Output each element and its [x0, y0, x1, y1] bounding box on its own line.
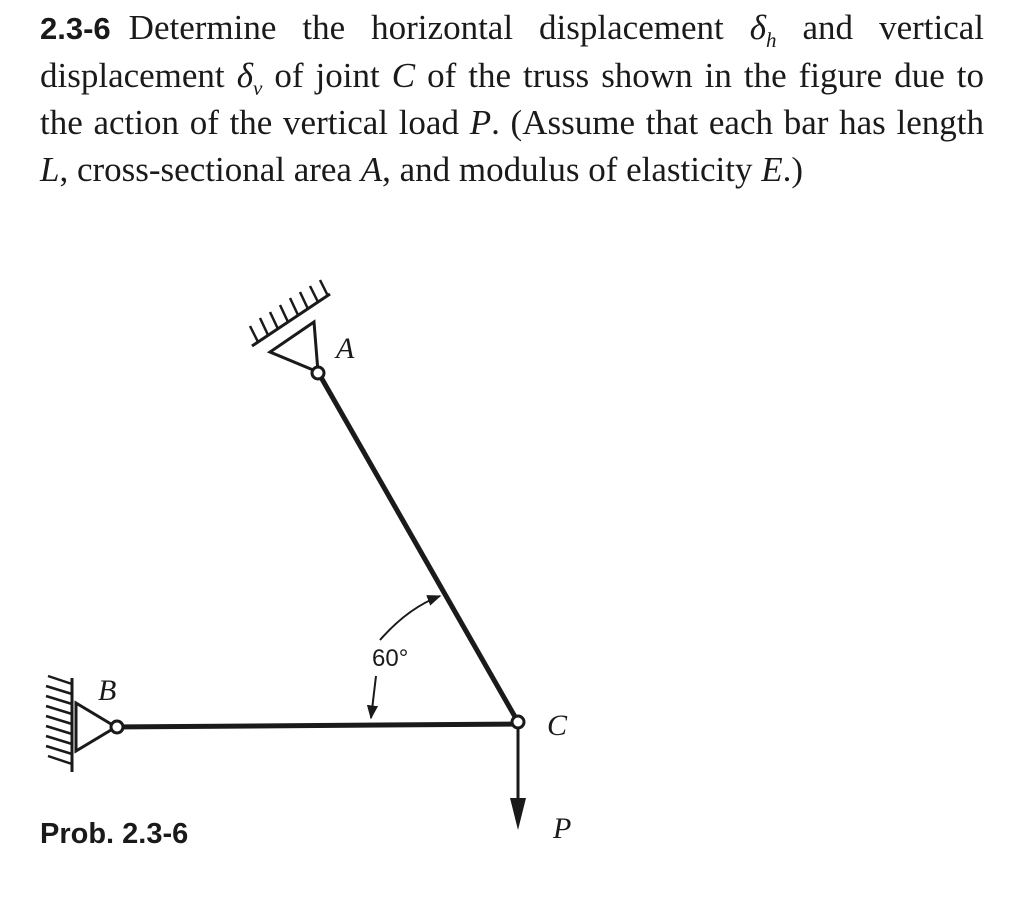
- subscript-h: h: [766, 28, 777, 52]
- statement-text: , cross-sectional area: [59, 150, 361, 189]
- label-b: B: [98, 674, 117, 707]
- subscript-v: v: [252, 76, 263, 100]
- statement-text: .): [782, 150, 804, 189]
- label-a: A: [336, 332, 355, 365]
- bar-ac: [318, 372, 518, 722]
- label-c: C: [547, 709, 568, 742]
- label-p: P: [553, 812, 572, 845]
- statement-text: , and modulus of elasticity: [382, 150, 762, 189]
- problem-number: 2.3-6: [40, 11, 111, 46]
- load-p-arrow: [510, 728, 526, 830]
- delta-symbol: δ: [749, 8, 767, 47]
- var-p: P: [469, 103, 492, 142]
- statement-text: of joint: [262, 56, 392, 95]
- joint-b: [111, 721, 123, 733]
- statement-text: . (Assume that each bar has length: [491, 103, 984, 142]
- var-e: E: [761, 150, 783, 189]
- figure-caption: Prob. 2.3-6: [40, 818, 189, 850]
- angle-label: 60°: [372, 645, 409, 672]
- bar-bc: [118, 724, 518, 727]
- var-l: L: [40, 150, 60, 189]
- delta-symbol: δ: [236, 56, 253, 95]
- statement-text: and vertical displacement: [40, 8, 984, 95]
- joint-c: [512, 716, 524, 728]
- joint-a: [312, 367, 324, 379]
- statement-text: Determine the horizontal displacement: [128, 8, 750, 47]
- support-b-hatching: [46, 676, 72, 764]
- var-c: C: [391, 56, 416, 95]
- statement-text: of the truss shown in the figure due to the action of the vertical load: [40, 56, 985, 142]
- var-a: A: [360, 150, 383, 189]
- support-a: [250, 280, 330, 372]
